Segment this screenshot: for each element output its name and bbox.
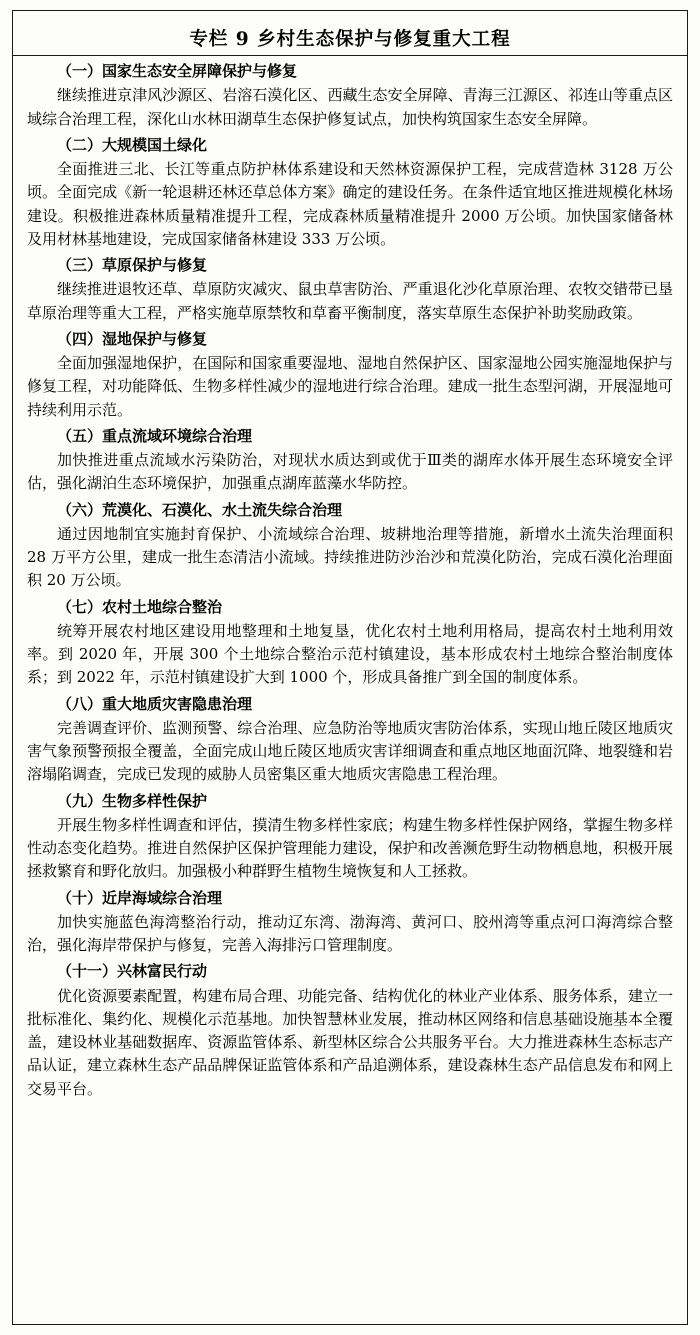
- section-body: 加快实施蓝色海湾整治行动，推动辽东湾、渤海湾、黄河口、胶州湾等重点河口海湾综合整治，强化海岸带保护与修复，完善入海排污口管理制度。: [27, 912, 673, 954]
- section-heading: （八）重大地质灾害隐患治理: [57, 694, 253, 713]
- section-heading: （六）荒漠化、石漠化、水土流失综合治理: [57, 500, 343, 519]
- section-body: 继续推进京津风沙源区、岩溶石漠化区、西藏生态安全屏障、青海三江源区、祁连山等重点区域综合治理工程，深化山水林田湖草生态保护修复试点，加快构筑国家生态安全屏障。: [27, 86, 673, 128]
- section-heading: （二）大规模国土绿化: [57, 135, 208, 154]
- section-heading: （三）草原保护与修复: [57, 256, 208, 274]
- section-heading: （一）国家生态安全屏障保护与修复: [57, 62, 298, 80]
- section-heading: （五）重点流域环境综合治理: [57, 426, 253, 445]
- page-title: 专栏 9 乡村生态保护与修复重大工程: [189, 29, 511, 50]
- section-body: 统筹开展农村地区建设用地整理和土地复垦，优化农村土地利用格局，提高农村土地利用效率。到 2020 年，开展 300 个土地综合整治示范村镇建设，基本形成农村土地综合整治制度体系；到 2022 年，示范村镇建设扩大到 1000 个，形成具备推广到全国的制度体系。: [27, 621, 673, 687]
- section-body: 通过因地制宜实施封育保护、小流域综合治理、坡耕地治理等措施，新增水土流失治理面积 28 万平方公里，建成一批生态清洁小流域。持续推进防沙治沙和荒漠化防治，完成石漠化治理面积 20 万公顷。: [27, 524, 673, 590]
- section-body: 完善调查评价、监测预警、综合治理、应急防治等地质灾害防治体系，实现山地丘陵区地质灾害气象预警预报全覆盖，全面完成山地丘陵区地质灾害详细调查和重点地区地面沉降、地裂缝和岩溶塌陷调查，完成已发现的威胁人员密集区重大地质灾害隐患工程治理。: [27, 718, 673, 784]
- section-heading: （十一）兴林富民行动: [57, 962, 208, 981]
- feature-box-inner: [13, 11, 687, 1109]
- title-divider: [13, 55, 687, 56]
- section-body: 加快推进重点流域水污染防治，对现状水质达到或优于Ⅲ类的湖库水体开展生态环境安全评估，强化湖泊生态环境保护，加强重点湖库蓝藻水华防控。: [27, 451, 673, 493]
- section-body: 优化资源要素配置，构建布局合理、功能完备、结构优化的林业产业体系、服务体系，建立一批标准化、集约化、规模化示范基地。加快智慧林业发展，推动林区网络和信息基础设施基本全覆盖，建设林业基础数据库、资源监管体系、新型林区综合公共服务平台。大力推进森林生态标志产品认证，建立森林生态产品品牌保证监管体系和产品追溯体系，建设森林生态产品信息发布和网上交易平台。: [27, 986, 673, 1098]
- section-heading: （九）生物多样性保护: [57, 791, 208, 810]
- section-body: 全面加强湿地保护，在国际和国家重要湿地、湿地自然保护区、国家湿地公园实施湿地保护与修复工程，对功能降低、生物多样性减少的湿地进行综合治理。建成一批生态型河湖，开展湿地可持续利用示范。: [27, 354, 673, 419]
- section-heading: （四）湿地保护与修复: [57, 329, 208, 348]
- section-heading: （七）农村土地综合整治: [57, 597, 223, 616]
- section-body: 开展生物多样性调查和评估，摸清生物多样性家底；构建生物多样性保护网络，掌握生物多样性动态变化趋势。推进自然保护区保护管理能力建设，保护和改善濒危野生动物栖息地，积极开展拯救繁育和野化放归。加强极小种群野生植物生境恢复和人工拯救。: [27, 815, 673, 881]
- section-heading: （十）近岸海域综合治理: [57, 888, 223, 907]
- section-body: 全面推进三北、长江等重点防护林体系建设和天然林资源保护工程，完成营造林 3128 万公顷。全面完成《新一轮退耕还林还草总体方案》确定的建设任务。在条件适宜地区推进规模化林场建设。积极推进森林质量精准提升工程，完成森林质量精准提升 2000 万公顷。加快国家储备林及用材林基地建设，完成国家储备林建设 333 万公顷。: [27, 160, 673, 248]
- feature-box: [12, 10, 688, 1325]
- section-body: 继续推进退牧还草、草原防灾减灾、鼠虫草害防治、严重退化沙化草原治理、农牧交错带已垦草原治理等重大工程，严格实施草原禁牧和草畜平衡制度，落实草原生态保护补助奖励政策。: [27, 280, 673, 322]
